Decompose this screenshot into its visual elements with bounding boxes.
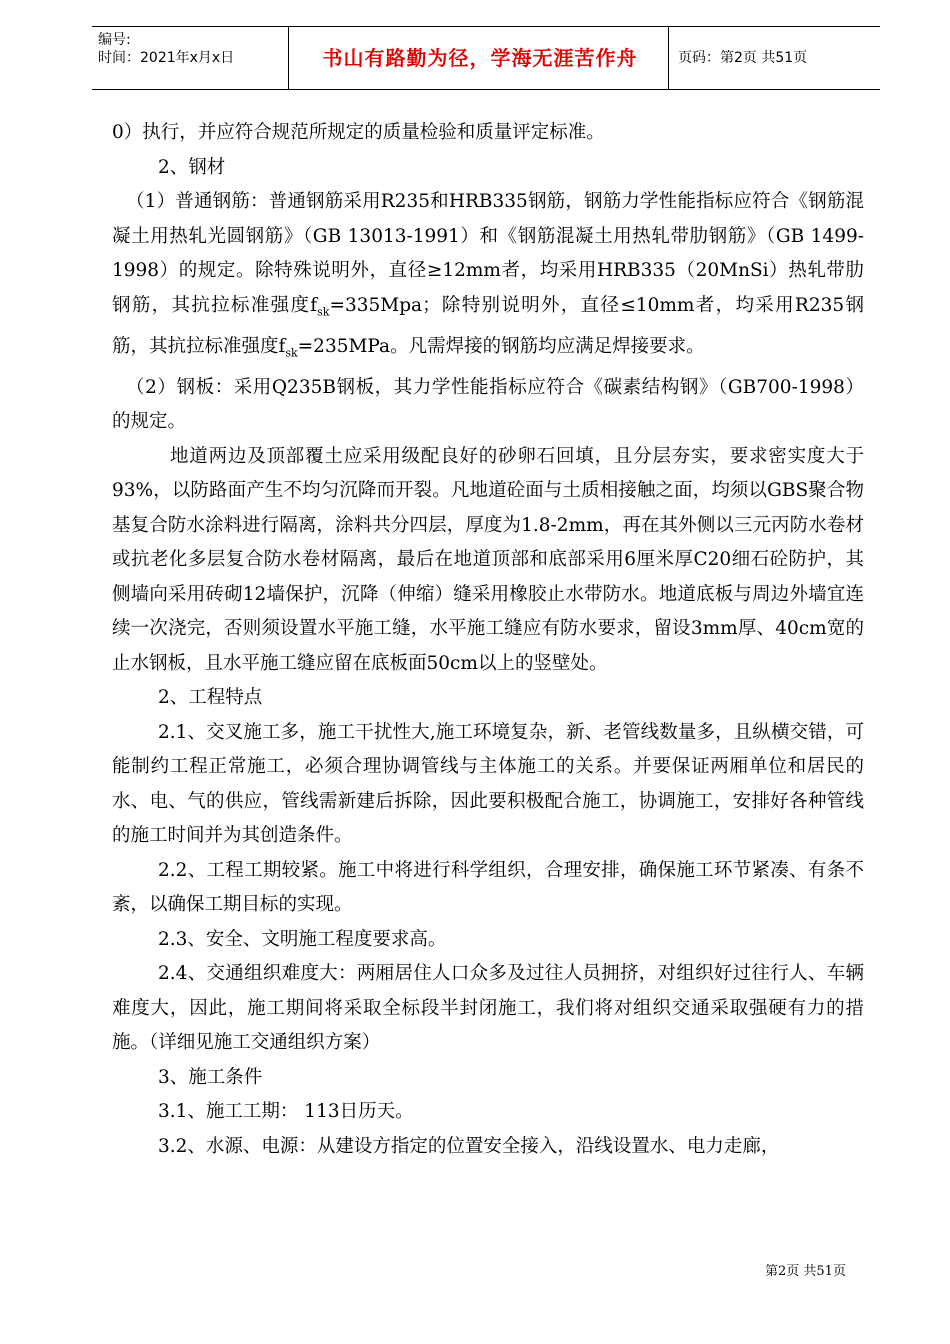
paragraph-steel-plate: （2）钢板：采用Q235B钢板，其力学性能指标应符合《碳素结构钢》（GB700-1998）的规定。 xyxy=(112,376,864,433)
page-header xyxy=(92,26,880,90)
document-number-label: 编号: xyxy=(98,32,131,48)
paragraph-2-1: 2.1、交叉施工多，施工干扰性大,施工环境复杂，新、老管线数量多，且纵横交错，可能制约工程正常施工，必须合理协调管线与主体施工的关系。并要保证两厢单位和居民的水、电、气的供应，管线需新建后拆除，因此要积极配合施工，协调施工，安排好各种管线的施工时间并为其创造条件。 xyxy=(112,721,864,847)
paragraph-standards: 0）执行，并应符合规范所规定的质量检验和质量评定标准。 xyxy=(112,122,605,143)
rebar-text-c: =235MPa。凡需焊接的钢筋均应满足焊接要求。 xyxy=(297,335,705,357)
paragraph-3-2: 3.2、水源、电源：从建设方指定的位置安全接入，沿线设置水、电力走廊， xyxy=(158,1135,780,1157)
header-motto: 书山有路勤为径，学海无涯苦作舟 xyxy=(322,46,638,70)
paragraph-2-4: 2.4、交通组织难度大：两厢居住人口众多及过往人员拥挤，对组织好过往行人、车辆难度大，因此，施工期间将采取全标段半封闭施工，我们将对组织交通采取强硬有力的措施。（详细见施工交通组织方案） xyxy=(112,963,864,1054)
header-page-number: 页码：第2页 共51页 xyxy=(678,50,808,66)
subscript-sk-1: sk xyxy=(317,305,330,319)
rebar-text-a: （1）普通钢筋：普通钢筋采用R235和HRB335钢筋，钢筋力学性能指标应符合《钢筋混凝土用热轧光圆钢筋》（GB 13013-1991）和《钢筋混凝土用热轧带肋钢筋》（GB 1499-1998）的规定。除特殊说明外，直径≥12mm者，均采用HRB335（20MnSi）热轧带肋钢筋，其抗拉标准强度f xyxy=(112,191,864,316)
page-footer: 第2页 共51页 xyxy=(765,1264,846,1279)
heading-steel: 2、钢材 xyxy=(158,156,226,178)
document-time: 时间：2021年x月x日 xyxy=(98,50,235,66)
header-divider-right xyxy=(668,27,669,89)
paragraph-2-3: 2.3、安全、文明施工程度要求高。 xyxy=(158,928,447,950)
rebar-text-b: =335Mpa；除特别说明外，直径≤10mm者，均采用R235钢筋，其抗拉标准强度f xyxy=(112,294,864,357)
paragraph-2-2: 2.2、工程工期较紧。施工中将进行科学组织，合理安排，确保施工环节紧凑、有条不紊，以确保工期目标的实现。 xyxy=(112,859,864,916)
header-divider-left xyxy=(288,27,289,89)
document-body xyxy=(112,116,864,1164)
heading-conditions: 3、施工条件 xyxy=(158,1066,263,1088)
paragraph-backfill: 地道两边及顶部覆土应采用级配良好的砂卵石回填，且分层夯实，要求密实度大于93%，以防路面产生不均匀沉降而开裂。凡地道砼面与土质相接触之面，均须以GBS聚合物基复合防水涂料进行隔离，涂料共分四层，厚度为1.8-2mm，再在其外侧以三元丙防水卷材或抗老化多层复合防水卷材隔离，最后在地道顶部和底部采用6厘米厚C20细石砼防护，其侧墙向采用砖砌12墙保护，沉降（伸缩）缝采用橡胶止水带防水。地道底板与周边外墙宜连续一次浇完，否则须设置水平施工缝，水平施工缝应有防水要求，留设3mm厚、40cm宽的止水钢板，且水平施工缝应留在底板面50cm以上的竖壁处。 xyxy=(112,445,864,674)
header-meta xyxy=(98,31,234,67)
paragraph-rebar xyxy=(112,185,864,371)
paragraph-3-1: 3.1、施工工期： 113日历天。 xyxy=(158,1101,414,1123)
subscript-sk-2: sk xyxy=(285,346,298,360)
heading-features: 2、工程特点 xyxy=(158,687,263,709)
